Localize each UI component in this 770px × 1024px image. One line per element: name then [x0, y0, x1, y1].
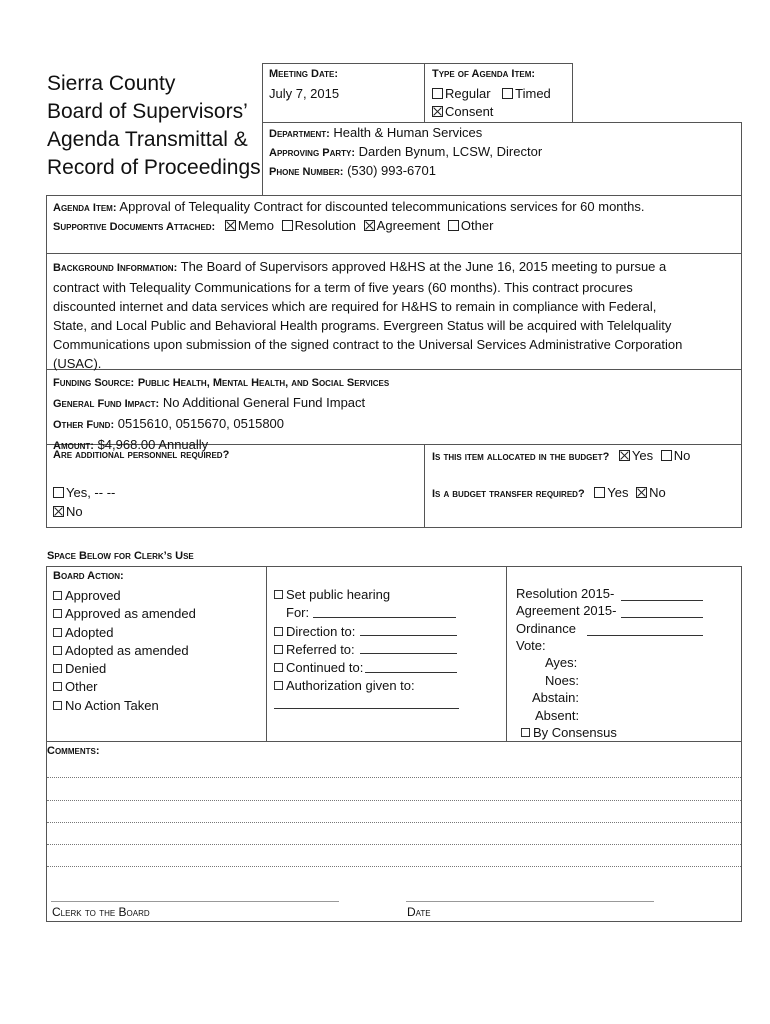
ordinance-label: Ordinance	[516, 621, 576, 636]
set-hearing-label: Set public hearing	[286, 587, 391, 602]
absent-label: Absent:	[535, 708, 580, 723]
agreement-no-label: Agreement 2015-	[516, 603, 617, 618]
personnel-no-label: No	[66, 504, 83, 519]
action-checkbox[interactable]	[53, 646, 62, 655]
phone-row	[269, 163, 436, 178]
agenda-item-row	[53, 199, 644, 214]
action-checkbox[interactable]	[53, 591, 62, 600]
background-line-2: contract with Telequality Communications for a term of five years (60 months). This contract procures	[53, 280, 633, 295]
title-line-1: Sierra County	[47, 72, 176, 95]
list-item	[53, 624, 196, 642]
divider	[46, 741, 742, 742]
consensus-option	[521, 725, 617, 740]
action-label: Other	[65, 679, 98, 695]
approving-row	[269, 144, 542, 159]
list-item	[53, 660, 196, 678]
supportive-docs-label: Supportive Documents Attached:	[53, 221, 216, 233]
action-label: No Action Taken	[65, 697, 159, 713]
background-section	[53, 257, 738, 373]
memo-checkbox[interactable]	[225, 220, 236, 231]
department-label: Department:	[269, 128, 330, 140]
comment-line[interactable]	[47, 800, 741, 801]
title-line-3: Agenda Transmittal &	[47, 128, 248, 151]
background-label: Background Information:	[53, 262, 178, 274]
timed-label: Timed	[515, 86, 551, 101]
consent-option	[432, 104, 493, 119]
authorization-field[interactable]	[274, 708, 459, 709]
divider-vertical	[424, 444, 425, 528]
authorization-label: Authorization given to:	[286, 678, 415, 694]
continued-label: Continued to:	[286, 660, 364, 676]
amount-label: Amount:	[53, 440, 94, 452]
personnel-yes-label: Yes, -- --	[66, 485, 116, 500]
resolution-checkbox[interactable]	[282, 220, 293, 231]
comment-line[interactable]	[47, 777, 741, 778]
action-checkbox[interactable]	[53, 628, 62, 637]
referred-field[interactable]	[360, 653, 457, 654]
background-line-4: State, and Local Public and Behavioral Health programs. Evergreen Status will be acquired with Telelquality	[53, 318, 672, 333]
document-title	[47, 70, 261, 182]
direction-label: Direction to:	[286, 623, 356, 639]
resolution-label: Resolution	[294, 218, 357, 233]
ayes-label: Ayes:	[545, 655, 578, 670]
other-fund-label: Other Fund:	[53, 419, 115, 431]
agenda-item-label: Agenda Item:	[53, 202, 117, 214]
action-label: Approved	[65, 588, 121, 603]
action-label: Denied	[65, 661, 107, 677]
personnel-yes-checkbox[interactable]	[53, 487, 64, 498]
continued-field[interactable]	[365, 672, 457, 673]
budget-yes-checkbox[interactable]	[619, 450, 630, 461]
agenda-item-value[interactable]: Approval of Telequality Contract for discounted telecommunications services for 60 months.	[119, 199, 645, 214]
agenda-type-label: Type of Agenda Item:	[432, 68, 536, 80]
supportive-docs-row	[53, 218, 493, 233]
authorization-checkbox[interactable]	[274, 681, 283, 690]
agreement-no-field[interactable]	[621, 617, 703, 618]
action-checkbox[interactable]	[53, 701, 62, 710]
budget-row	[432, 448, 690, 463]
direction-checkbox[interactable]	[274, 627, 283, 636]
transfer-yes-label: Yes	[607, 485, 629, 500]
background-line-5: Communications upon submission of the signed contract to the Universal Services Administrative Corporation	[53, 337, 683, 352]
budget-no-checkbox[interactable]	[661, 450, 672, 461]
agreement-checkbox[interactable]	[364, 220, 375, 231]
list-item	[53, 605, 196, 623]
regular-checkbox[interactable]	[432, 88, 443, 99]
direction-field[interactable]	[360, 635, 457, 636]
transfer-no-label: No	[649, 485, 666, 500]
for-label: For:	[286, 605, 310, 621]
resolution-no-label: Resolution 2015-	[516, 586, 615, 601]
divider-vertical	[506, 566, 507, 741]
personnel-label: Are additional personnel required?	[53, 449, 230, 461]
comment-line[interactable]	[47, 844, 741, 845]
approving-label: Approving Party:	[269, 147, 356, 159]
consent-label: Consent	[445, 104, 494, 119]
comment-line[interactable]	[47, 866, 741, 867]
abstain-label: Abstain:	[532, 690, 579, 705]
divider	[46, 253, 742, 254]
divider-vertical	[266, 566, 267, 741]
department-row	[269, 125, 482, 140]
action-label: Adopted as amended	[65, 642, 189, 658]
general-fund-label: General Fund Impact:	[53, 398, 160, 410]
transfer-label: Is a budget transfer required?	[432, 488, 585, 500]
resolution-no-field[interactable]	[621, 600, 703, 601]
transfer-no-checkbox[interactable]	[636, 487, 647, 498]
budget-yes-label: Yes	[631, 448, 654, 463]
consensus-checkbox[interactable]	[521, 728, 530, 737]
set-hearing-checkbox[interactable]	[274, 590, 283, 599]
action-label: Adopted	[65, 624, 114, 640]
list-item	[53, 678, 196, 696]
regular-label: Regular	[445, 86, 491, 101]
amount-value[interactable]: $4,968.00 Annually	[97, 437, 209, 452]
noes-label: Noes:	[545, 673, 579, 688]
funding-section	[53, 372, 389, 456]
list-item	[53, 642, 196, 660]
action-label: Approved as amended	[65, 606, 196, 622]
clerk-signature-line[interactable]	[51, 901, 339, 902]
board-action-label: Board Action:	[53, 570, 124, 582]
clerk-signature-label: Clerk to the Board	[52, 905, 150, 919]
timed-checkbox[interactable]	[502, 88, 513, 99]
budget-label: Is this item allocated in the budget?	[432, 451, 610, 463]
personnel-yes-option	[53, 485, 115, 500]
phone-label: Phone Number:	[269, 166, 344, 178]
date-label: Date	[407, 905, 431, 919]
action-checkbox[interactable]	[53, 682, 62, 691]
funding-source-label: Funding Source:	[53, 377, 135, 389]
memo-label: Memo	[237, 218, 274, 233]
transfer-yes-checkbox[interactable]	[594, 487, 605, 498]
title-line-4: Record of Proceedings	[47, 156, 261, 179]
agreement-label: Agreement	[376, 218, 441, 233]
board-action-list	[53, 587, 196, 715]
comment-line[interactable]	[47, 822, 741, 823]
continued-checkbox[interactable]	[274, 663, 283, 672]
background-line-6: (USAC).	[53, 356, 102, 371]
other-fund-value[interactable]: 0515610, 0515670, 0515800	[117, 416, 285, 431]
transfer-row	[432, 485, 666, 500]
meeting-date-value[interactable]: July 7, 2015	[269, 86, 340, 101]
list-item	[53, 697, 196, 715]
ordinance-field[interactable]	[587, 635, 703, 636]
clerk-mid-column	[274, 586, 415, 696]
background-line-3: discounted internet and data services which are required for H&HS to remain in compliance with Federal,	[53, 299, 657, 314]
action-checkbox[interactable]	[53, 609, 62, 618]
personnel-no-checkbox[interactable]	[53, 506, 64, 517]
list-item	[53, 587, 196, 605]
date-signature-line[interactable]	[406, 901, 654, 902]
consent-checkbox[interactable]	[432, 106, 443, 117]
other-checkbox[interactable]	[448, 220, 459, 231]
approving-value[interactable]: Darden Bynum, LCSW, Director	[358, 144, 543, 159]
budget-no-label: No	[673, 448, 691, 463]
consensus-label: By Consensus	[533, 725, 617, 740]
referred-label: Referred to:	[286, 641, 355, 657]
department-value[interactable]: Health & Human Services	[333, 125, 483, 140]
for-field[interactable]	[313, 617, 456, 618]
comments-label: Comments:	[47, 745, 100, 757]
general-fund-value[interactable]: No Additional General Fund Impact	[162, 395, 366, 410]
other-label: Other	[460, 218, 494, 233]
phone-value[interactable]: (530) 993-6701	[347, 163, 436, 178]
referred-checkbox[interactable]	[274, 645, 283, 654]
action-checkbox[interactable]	[53, 664, 62, 673]
clerk-use-label: Space Below for Clerk’s Use	[47, 550, 194, 562]
meeting-date-label: Meeting Date:	[269, 68, 339, 80]
background-line-1: The Board of Supervisors approved H&HS at the June 16, 2015 meeting to pursue a	[180, 259, 667, 274]
personnel-no-option	[53, 504, 83, 519]
funding-source-value: Public Health, Mental Health, and Social Services	[137, 377, 390, 389]
title-line-2: Board of Supervisors’	[47, 100, 248, 123]
agenda-type-options	[432, 86, 551, 101]
vote-label: Vote:	[516, 638, 546, 653]
